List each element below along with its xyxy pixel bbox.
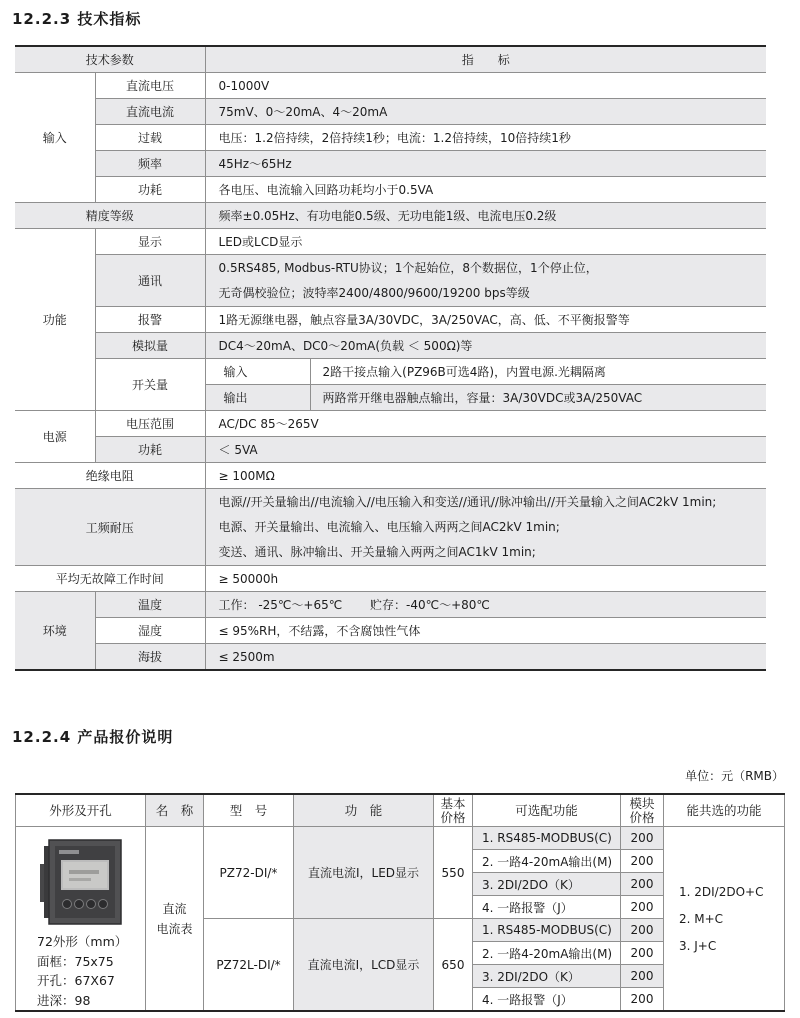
shared-item: 1. 2DI/2DO+C [679, 884, 764, 899]
spec-label-altitude: 海拔 [95, 644, 205, 671]
option-price: 200 [621, 896, 664, 919]
spec-group-function: 功能 [15, 229, 95, 411]
shared-item: 2. M+C [679, 911, 724, 926]
spec-value-dc-voltage: 0-1000V [205, 73, 766, 99]
spec-value-comm [205, 255, 766, 307]
spec-label-accuracy: 精度等级 [15, 203, 205, 229]
option-price: 200 [621, 965, 664, 988]
spec-value-frequency: 45Hz～65Hz [205, 151, 766, 177]
price-header-shared: 能共选的功能 [664, 794, 785, 827]
model-cell: PZ72-DI/* [204, 827, 294, 919]
shared-functions-cell [664, 827, 785, 1012]
spec-group-environment: 环境 [15, 592, 95, 671]
spec-value-withstand-line2: 电源、开关量输出、电流输入、电压输入两两之间AC2kV 1min; [218, 519, 560, 534]
spec-value-switch-in: 2路干接点输入(PZ96B可选4路)，内置电源.光耦隔离 [310, 359, 766, 385]
spec-value-humidity: ≤ 95%RH，不结露，不含腐蚀性气体 [205, 618, 766, 644]
spec-value-analog: DC4～20mA、DC0～20mA(负载 ＜ 500Ω)等 [205, 333, 766, 359]
price-header-function: 功 能 [294, 794, 434, 827]
outline-line: 72外形（mm） [37, 934, 128, 949]
unit-note: 单位：元（RMB） [685, 769, 784, 783]
spec-value-altitude: ≤ 2500m [205, 644, 766, 671]
option-label: 1. RS485-MODBUS(C) [473, 827, 621, 850]
spec-value-voltage-range: AC/DC 85～265V [205, 411, 766, 437]
spec-table [15, 45, 766, 671]
outline-line: 面框：75x75 [37, 953, 114, 969]
spec-value-input-power: 各电压、电流输入回路功耗均小于0.5VA [205, 177, 766, 203]
price-header-model: 型 号 [204, 794, 294, 827]
spec-value-switch-out: 两路常开继电器触点输出，容量：3A/30VDC或3A/250VAC [310, 385, 766, 411]
spec-label-switch-in: 输入 [205, 359, 310, 385]
option-price: 200 [621, 850, 664, 873]
option-price: 200 [621, 827, 664, 850]
spec-group-power: 电源 [15, 411, 95, 463]
spec-value-display: LED或LCD显示 [205, 229, 766, 255]
model-cell: PZ72L-DI/* [204, 919, 294, 1012]
spec-value-comm-line1: 0.5RS485, Modbus-RTU协议；1个起始位，8个数据位，1个停止位， [218, 260, 598, 275]
spec-value-withstand [205, 489, 766, 566]
section-title-pricing: 12.2.4 产品报价说明 [12, 728, 174, 746]
option-label: 4. 一路报警（J） [473, 988, 621, 1012]
section-title-specs: 12.2.3 技术指标 [12, 10, 142, 28]
spec-value-withstand-line1: 电源//开关量输出//电流输入//电压输入和变送//通讯//脉冲输出//开关量输入之间AC2kV 1min; [218, 494, 717, 509]
spec-label-dc-current: 直流电流 [95, 99, 205, 125]
spec-label-overload: 过载 [95, 125, 205, 151]
spec-label-alarm: 报警 [95, 307, 205, 333]
function-cell: 直流电流I，LED显示 [294, 827, 434, 919]
spec-value-accuracy: 频率±0.05Hz、有功电能0.5级、无功电能1级、电流电压0.2级 [205, 203, 766, 229]
base-price-cell: 550 [434, 827, 473, 919]
spec-value-power-consumption: ＜ 5VA [205, 437, 766, 463]
spec-label-comm: 通讯 [95, 255, 205, 307]
spec-label-input-power: 功耗 [95, 177, 205, 203]
product-name-cell: 直流 电流表 [146, 827, 204, 1012]
spec-label-withstand: 工频耐压 [15, 489, 205, 566]
function-cell: 直流电流I，LCD显示 [294, 919, 434, 1012]
price-table [15, 793, 785, 1012]
option-price: 200 [621, 873, 664, 896]
spec-header-value: 指 标 [205, 46, 766, 73]
spec-label-power-consumption: 功耗 [95, 437, 205, 463]
option-label: 4. 一路报警（J） [473, 896, 621, 919]
spec-value-overload: 电压：1.2倍持续，2倍持续1秒；电流：1.2倍持续，10倍持续1秒 [205, 125, 766, 151]
spec-label-voltage-range: 电压范围 [95, 411, 205, 437]
shape-cell [16, 827, 146, 1012]
option-price: 200 [621, 942, 664, 965]
spec-label-dc-voltage: 直流电压 [95, 73, 205, 99]
price-header-name: 名 称 [146, 794, 204, 827]
option-label: 2. 一路4-20mA输出(M) [473, 850, 621, 873]
spec-value-withstand-line3: 变送、通讯、脉冲输出、开关量输入两两之间AC1kV 1min; [218, 544, 536, 559]
spec-value-insulation: ≥ 100MΩ [205, 463, 766, 489]
option-label: 2. 一路4-20mA输出(M) [473, 942, 621, 965]
option-label: 1. RS485-MODBUS(C) [473, 919, 621, 942]
product-photo [33, 836, 129, 929]
spec-value-comm-line2: 无奇偶校验位；波特率2400/4800/9600/19200 bps等级 [218, 285, 530, 300]
spec-value-alarm: 1路无源继电器，触点容量3A/30VDC，3A/250VAC，高、低、不平衡报警等 [205, 307, 766, 333]
spec-group-input: 输入 [15, 73, 95, 203]
spec-label-frequency: 频率 [95, 151, 205, 177]
spec-value-dc-current: 75mV、0～20mA、4～20mA [205, 99, 766, 125]
spec-label-temperature: 温度 [95, 592, 205, 618]
outline-line: 开孔：67X67 [37, 973, 115, 988]
spec-label-display: 显示 [95, 229, 205, 255]
spec-label-mtbf: 平均无故障工作时间 [15, 566, 205, 592]
option-price: 200 [621, 988, 664, 1012]
spec-label-switch-out: 输出 [205, 385, 310, 411]
option-label: 3. 2DI/2DO（K） [473, 873, 621, 896]
price-header-options: 可选配功能 [473, 794, 621, 827]
outline-dimensions [16, 932, 145, 1010]
option-label: 3. 2DI/2DO（K） [473, 965, 621, 988]
spec-label-insulation: 绝缘电阻 [15, 463, 205, 489]
outline-line: 进深：98 [37, 992, 91, 1008]
shared-item: 3. J+C [679, 938, 717, 953]
option-price: 200 [621, 919, 664, 942]
base-price-cell: 650 [434, 919, 473, 1012]
spec-header-param: 技术参数 [15, 46, 205, 73]
price-header-module-price: 模块 价格 [621, 794, 664, 827]
price-header-shape: 外形及开孔 [16, 794, 146, 827]
spec-value-temperature: 工作： -25℃～+65℃ 贮存：-40℃～+80℃ [205, 592, 766, 618]
price-header-base-price: 基本 价格 [434, 794, 473, 827]
spec-label-switch: 开关量 [95, 359, 205, 411]
spec-label-analog: 模拟量 [95, 333, 205, 359]
spec-label-humidity: 湿度 [95, 618, 205, 644]
spec-value-mtbf: ≥ 50000h [205, 566, 766, 592]
